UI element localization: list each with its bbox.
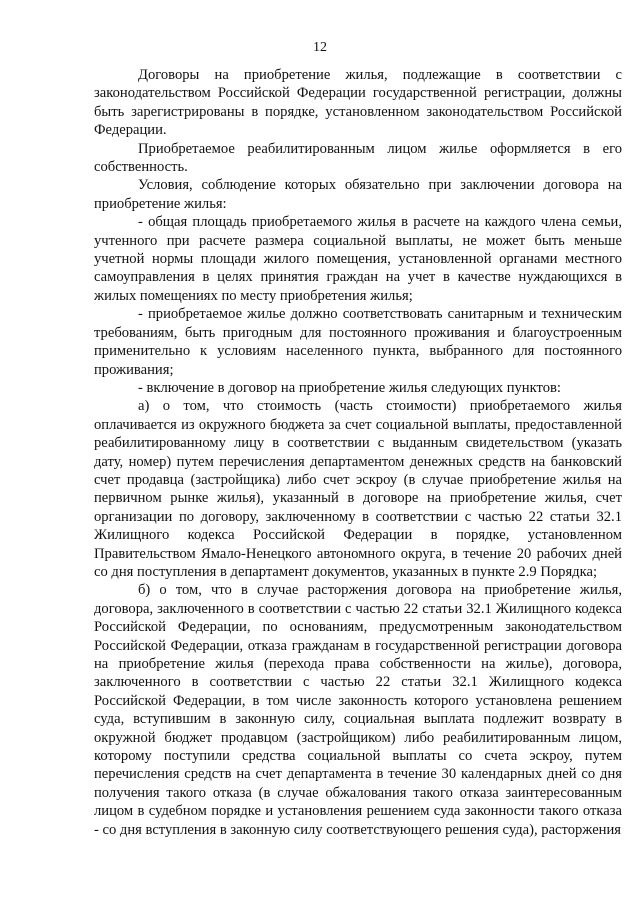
page-number: 12 <box>313 40 327 55</box>
paragraph-registration: Договоры на приобретение жилья, подлежащие в соответствии с законодательством Российской Федерации государственной регистрации, должны быть зарегистрированы в порядке, установленном законодательством Российской Федерации. <box>94 67 622 139</box>
paragraph-ownership: Приобретаемое реабилитированным лицом жилье оформляется в его собственность. <box>94 140 622 176</box>
document-body <box>94 66 622 839</box>
paragraph-conditions: Условия, соблюдение которых обязательно при заключении договора на приобретение жилья: <box>94 177 622 212</box>
paragraph-clause-a: а) о том, что стоимость (часть стоимости) приобретаемого жилья оплачивается из окружного бюджета за счет социальной выплаты, предоставленной реабилитированному лицу в соответствии с выданным свидетельством (указать дату, номер) путем перечисления департаментом денежных средств на банковский счет продавца (застройщика) либо счет эскроу (в случае приобретение жилья на первичном рынке жилья), указанный в договоре на приобретение жилья, счет организации по договору, заключенному в соответствии с частью 22 статьи 32.1 Жилищного кодекса Российской Федерации в порядке, установленном Правительством Ямало-Ненецкого автономного округа, в течение 20 рабочих дней со дня поступления в департамент документов, указанных в пункте 2.9 Порядка; <box>94 398 622 580</box>
paragraph-area-condition: - общая площадь приобретаемого жилья в расчете на каждого члена семьи, учтенного при расчете размера социальной выплаты, не может быть меньше учетной нормы площади жилого помещения, установленной органами местного самоуправления в целях принятия граждан на учет в качестве нуждающихся в жилых помещениях по месту приобретения жилья; <box>94 214 622 304</box>
paragraph-sanitary-condition: - приобретаемое жилье должно соответствовать санитарным и техническим требованиям, быть пригодным для постоянного проживания и благоустроенным применительно к условиям населенного пункта, выбранного для постоянного проживания; <box>94 306 622 378</box>
paragraph-clause-b: б) о том, что в случае расторжения договора на приобретение жилья, договора, заключенного в соответствии с частью 22 статьи 32.1 Жилищного кодекса Российской Федерации, по основаниям, предусмотренным законодательством Российской Федерации, отказа гражданам в государственной регистрации договора на приобретение жилья (перехода права собственности на жилье), договора, заключенного в соответствии с частью 22 статьи 32.1 Жилищного кодекса Российской Федерации, в том числе законность которого установлена решением суда, вступившим в законную силу, социальная выплата подлежит возврату в окружной бюджет продавцом (застройщиком) либо реабилитированным лицом, которому поступили средства социальной выплаты со счета эскроу, путем перечисления средств на счет департамента в течение 30 календарных дней со дня получения такого отказа (в случае обжалования такого отказа заинтересованным лицом в судебном порядке и установления решением суда законности такого отказа - со дня вступления в законную силу соответствующего решения суда), расторжения <box>94 582 622 838</box>
paragraph-clauses-intro: - включение в договор на приобретение жилья следующих пунктов: <box>138 379 561 396</box>
